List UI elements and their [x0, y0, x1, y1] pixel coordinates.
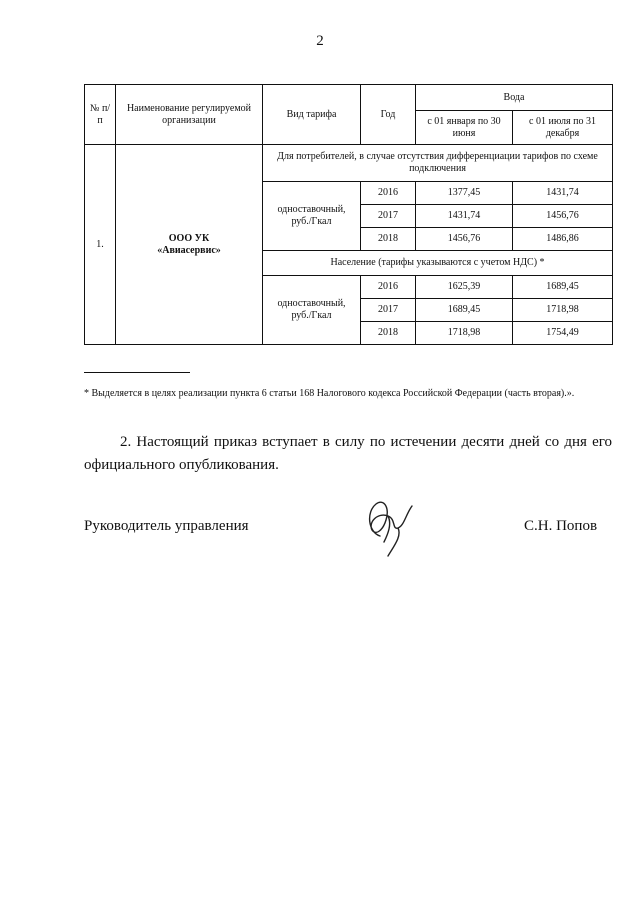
- header-water: Вода: [416, 85, 613, 111]
- footnote-divider: [84, 372, 190, 373]
- year-cell: 2017: [361, 205, 416, 228]
- tariff-value: 1689,45: [416, 299, 513, 322]
- header-period-second-half: с 01 июля по 31 декабря: [513, 111, 613, 145]
- tariff-value: 1754,49: [513, 322, 613, 345]
- header-organization: Наименование регулируемой организации: [116, 85, 263, 145]
- tariff-value: 1486,86: [513, 228, 613, 251]
- row-number: 1.: [85, 145, 116, 345]
- tariff-table: [84, 84, 613, 345]
- tariff-value: 1377,45: [416, 182, 513, 205]
- signatory-title: Руководитель управления: [84, 518, 249, 534]
- tariff-value: 1718,98: [416, 322, 513, 345]
- tariff-value: 1718,98: [513, 299, 613, 322]
- header-year: Год: [361, 85, 416, 145]
- page-number: 2: [316, 33, 324, 49]
- section-title-consumers: Для потребителей, в случае отсутствия дифференциации тарифов по схеме подключения: [263, 145, 613, 182]
- tariff-value: 1625,39: [416, 276, 513, 299]
- tariff-value: 1456,76: [416, 228, 513, 251]
- year-cell: 2016: [361, 276, 416, 299]
- tariff-value: 1689,45: [513, 276, 613, 299]
- tariff-value: 1431,74: [416, 205, 513, 228]
- signatory-name: С.Н. Попов: [524, 518, 598, 534]
- handwritten-signature: [358, 490, 428, 560]
- year-cell: 2017: [361, 299, 416, 322]
- tariff-value: 1456,76: [513, 205, 613, 228]
- organization-name-line2: «Авиасервис»: [157, 244, 221, 256]
- organization-name-line1: ООО УК: [168, 232, 210, 244]
- year-cell: 2016: [361, 182, 416, 205]
- tariff-value: 1431,74: [513, 182, 613, 205]
- footnote: * Выделяется в целях реализации пункта 6 статьи 168 Налогового кодекса Российской Федерации (часть вторая).».: [84, 388, 575, 399]
- section-title-population: Население (тарифы указываются с учетом НДС) *: [263, 251, 613, 276]
- header-period-first-half: с 01 января по 30 июня: [416, 111, 513, 145]
- order-effective-paragraph: 2. Настоящий приказ вступает в силу по истечении десяти дней со дня его официального опубликования.: [84, 434, 612, 473]
- tariff-type: одноставочный, руб./Гкал: [263, 182, 361, 251]
- year-cell: 2018: [361, 228, 416, 251]
- tariff-type: одноставочный, руб./Гкал: [263, 276, 361, 345]
- year-cell: 2018: [361, 322, 416, 345]
- organization-name: [116, 145, 263, 345]
- header-tariff-type: Вид тарифа: [263, 85, 361, 145]
- header-number: № п/п: [85, 85, 116, 145]
